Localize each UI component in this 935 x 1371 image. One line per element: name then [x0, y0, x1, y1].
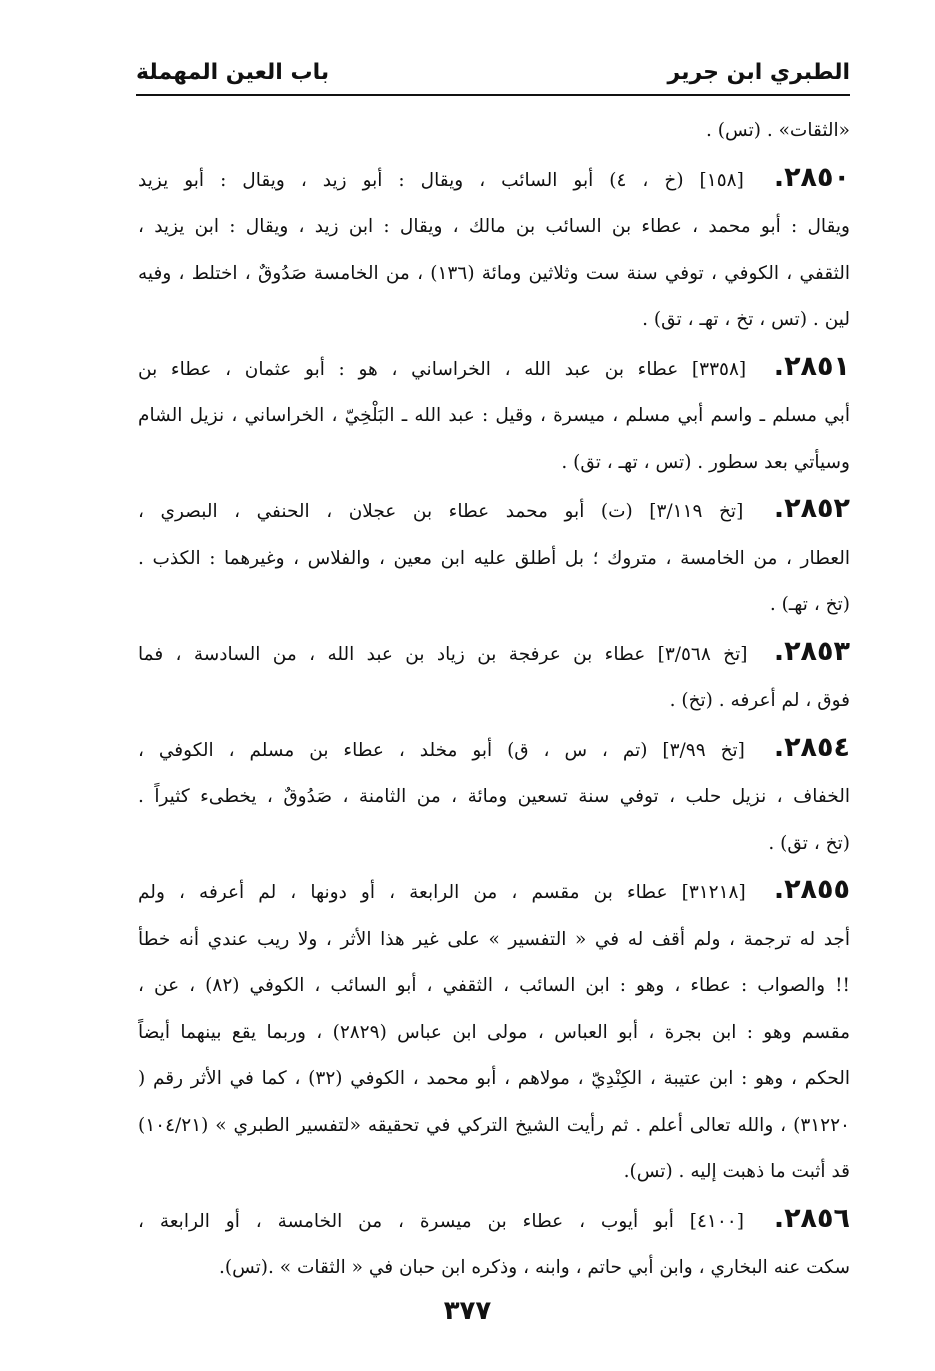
entry-number: ٢٨٥٣. [773, 635, 850, 667]
text-line: أبي مسلم ـ واسم أبي مسلم ، ميسرة ، وقيل : عبد الله ـ البَلْخِيّ ، الخراساني ، نزيل الشام [138, 405, 850, 426]
entry-number: ٢٨٥٥. [773, 874, 850, 905]
text-line: ويقال : أبو محمد ، عطاء بن السائب بن مالك ، ويقال : ابن زيد ، ويقال : ابن يزيد ، [138, 216, 850, 237]
entry-text: [٣١٢١٨] عطاء بن مقسم ، من الرابعة ، أو دونها ، لم أعرفه ، ولم [138, 882, 760, 903]
running-header [136, 52, 850, 92]
book-title: الطبري ابن جرير [667, 59, 850, 85]
text-line: (تخ ، تهـ) . [769, 594, 850, 615]
entry-first-line [138, 725, 850, 775]
entry-number: ٢٨٥٦. [773, 1202, 850, 1234]
text-line: فوق ، لم أعرفه . (تخ) . [669, 690, 850, 711]
page-number: ٣٧٧ [443, 1296, 492, 1326]
entry-first-line [138, 629, 850, 679]
entry-number: ٢٨٥٤. [773, 731, 850, 763]
text-line: لين . (تس ، تخ ، تهـ ، تق) . [642, 309, 850, 330]
text-line: العطار ، من الخامسة ، متروك ؛ بل أطلق عليه ابن معين ، والفلاس ، وغيرهما : الكذب . [138, 547, 850, 569]
chapter-title: باب العين المهملة [136, 59, 330, 85]
text-line: !! والصواب : عطاء ، وهو : ابن السائب ، الثقفي ، أبو السائب ، الكوفي (٨٢) ، عن ، [138, 975, 850, 996]
text-line: (تخ ، تق) . [768, 832, 850, 854]
text-line: الثقفي ، الكوفي ، توفي سنة ست وثلاثين ومائة (١٣٦) ، من الخامسة صَدُوقٌ ، اختلط ، وفيه [138, 262, 850, 284]
entry-text: [١٥٨] (خ ، ٤) أبو السائب ، ويقال : أبو زيد ، ويقال : أبو يزيد [138, 169, 760, 191]
entry-text: [تخ ٣/٥٦٨] عطاء بن عرفجة بن زياد بن عبد الله ، من السادسة ، فما [138, 643, 760, 665]
entry-number: ٢٨٥١. [773, 350, 850, 382]
text-line: سكت عنه البخاري ، وابن أبي حاتم ، وابنه ، وذكره ابن حبان في « الثقات » .(تس). [218, 1257, 850, 1278]
entry-text: [تخ ٣/٩٩] (تم ، س ، ق) أبو مخلد ، عطاء بن مسلم ، الكوفي ، [138, 739, 760, 761]
text-line: قد أثبت ما ذهبت إليه . (تس). [623, 1161, 850, 1182]
entry-first-line [138, 1196, 850, 1246]
entry-first-line [138, 155, 850, 205]
entry-text: [تخ ٣/١١٩] (ت) أبو محمد عطاء بن عجلان ، الحنفي ، البصري ، [138, 501, 760, 522]
entry-text: [٤١٠٠] أبو أيوب ، عطاء بن ميسرة ، من الخامسة ، أو الرابعة ، [138, 1210, 760, 1232]
entry-number: ٢٨٥٢. [773, 493, 850, 524]
text-line: أجد له ترجمة ، ولم أقف له في « التفسير » على غير هذا الأثر ، ولا ريب عندي أنه خطأ [138, 928, 850, 950]
text-line: وسيأتي بعد سطور . (تس ، تهـ ، تق) . [561, 451, 850, 473]
entry-first-line [138, 344, 850, 394]
text-line: مقسم وهو : ابن بجرة ، أبو العباس ، مولى ابن عباس (٢٨٢٩) ، وربما يقع بينهما أيضاً [138, 1021, 850, 1043]
text-line: ٣١٢٢٠) ، والله تعالى أعلم . ثم رأيت الشيخ التركي في تحقيقه «لتفسير الطبري » (١٠٤/٢١) [138, 1114, 850, 1136]
text-line: الحكم ، وهو : ابن عتيبة ، الكِنْدِيّ ، مولاهم ، أبو محمد ، الكوفي (٣٢) ، كما في الأثر رقم ( [138, 1068, 850, 1089]
entry-first-line [138, 486, 850, 536]
text-line: الخفاف ، نزيل حلب ، توفي سنة تسعين ومائة ، من الثامنة ، صَدُوقٌ ، يخطىء كثيراً . [138, 786, 850, 807]
text-line: «الثقات» . (تس) . [706, 120, 850, 141]
page-body [138, 108, 850, 1292]
entry-text: [٣٣٥٨] عطاء بن عبد الله ، الخراساني ، هو : أبو عثمان ، عطاء بن [138, 358, 760, 380]
entry-first-line [138, 867, 850, 917]
header-rule [136, 94, 850, 96]
entry-number: ٢٨٥٠. [773, 161, 850, 193]
